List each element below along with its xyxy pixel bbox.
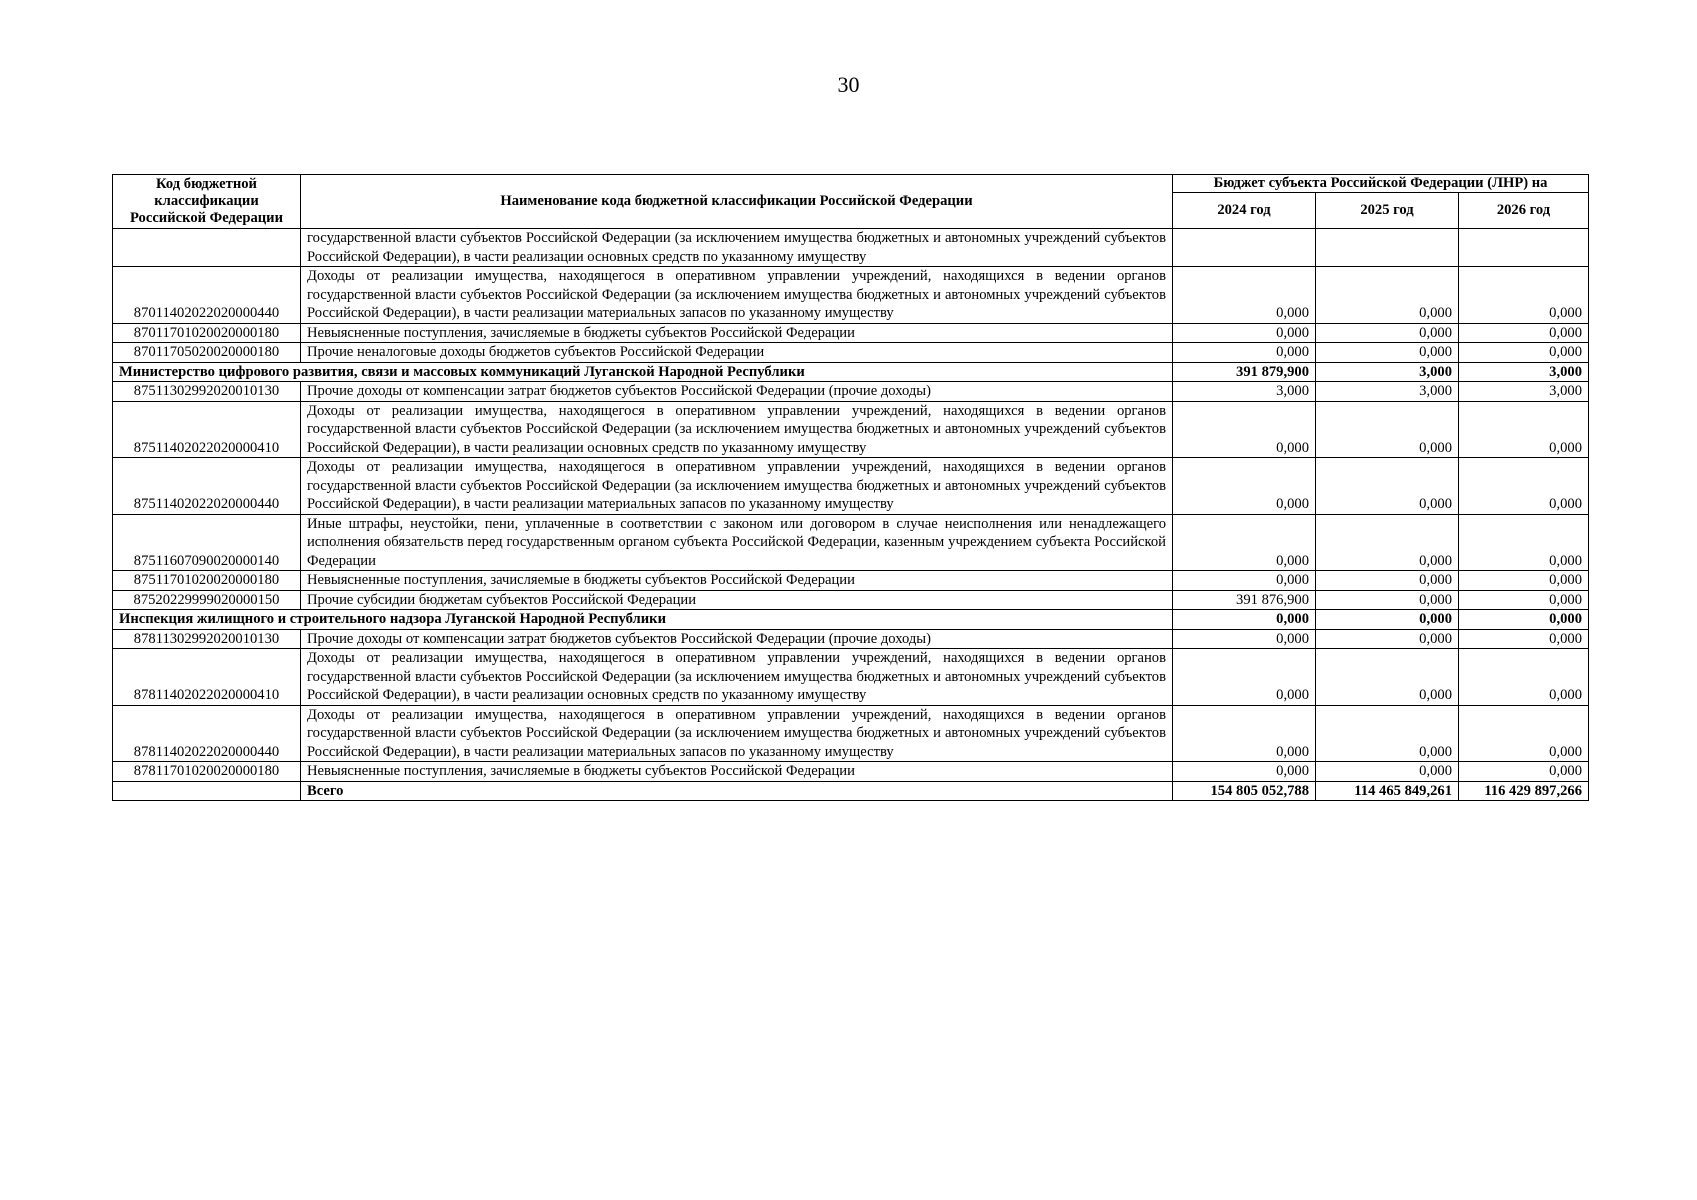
value-2025: 0,000	[1316, 762, 1459, 782]
header-name: Наименование кода бюджетной классификации Российской Федерации	[301, 175, 1173, 229]
value-2024: 0,000	[1173, 762, 1316, 782]
table-header	[113, 175, 1589, 229]
table-row	[113, 458, 1589, 515]
classification-name: Доходы от реализации имущества, находящегося в оперативном управлении учреждений, находящихся в ведении органов государственной власти субъектов Российской Федерации (за исключением имущества бюджетных и автономных учреждений субъектов Российской Федерации), в части реализации материальных запасов по указанному имуществу	[301, 267, 1173, 324]
table-row	[113, 382, 1589, 402]
classification-name: Доходы от реализации имущества, находящегося в оперативном управлении учреждений, находящихся в ведении органов государственной власти субъектов Российской Федерации (за исключением имущества бюджетных и автономных учреждений субъектов Российской Федерации), в части реализации основных средств по указанному имуществу	[301, 401, 1173, 458]
value-2026: 116 429 897,266	[1459, 781, 1589, 801]
header-year-2024: 2024 год	[1173, 193, 1316, 229]
budget-table	[112, 174, 1589, 801]
value-2024: 0,000	[1173, 610, 1316, 630]
table-row	[113, 343, 1589, 363]
classification-code	[113, 229, 301, 267]
classification-name: Прочие субсидии бюджетам субъектов Российской Федерации	[301, 590, 1173, 610]
value-2026: 0,000	[1459, 343, 1589, 363]
value-2025: 0,000	[1316, 590, 1459, 610]
value-2025: 3,000	[1316, 382, 1459, 402]
header-year-2025: 2025 год	[1316, 193, 1459, 229]
value-2026: 0,000	[1459, 762, 1589, 782]
value-2026: 0,000	[1459, 590, 1589, 610]
classification-name: Иные штрафы, неустойки, пени, уплаченные в соответствии с законом или договором в случае неисполнения или ненадлежащего исполнения обязательств перед государственным органом субъекта Российской Федерации, казенным учреждением субъекта Российской Федерации	[301, 514, 1173, 571]
header-year-2026: 2026 год	[1459, 193, 1589, 229]
classification-name: Невыясненные поступления, зачисляемые в бюджеты субъектов Российской Федерации	[301, 762, 1173, 782]
table-row	[113, 401, 1589, 458]
value-2025: 0,000	[1316, 343, 1459, 363]
value-2025: 0,000	[1316, 610, 1459, 630]
value-2024: 391 876,900	[1173, 590, 1316, 610]
value-2026: 0,000	[1459, 705, 1589, 762]
total-label: Всего	[301, 781, 1173, 801]
total-row	[113, 781, 1589, 801]
value-2024: 0,000	[1173, 629, 1316, 649]
table-row	[113, 649, 1589, 706]
value-2024: 391 879,900	[1173, 362, 1316, 382]
value-2024: 0,000	[1173, 267, 1316, 324]
classification-code: 87011705020020000180	[113, 343, 301, 363]
value-2024: 154 805 052,788	[1173, 781, 1316, 801]
value-2025: 0,000	[1316, 267, 1459, 324]
table-row	[113, 629, 1589, 649]
classification-code: 87511302992020010130	[113, 382, 301, 402]
value-2026: 0,000	[1459, 458, 1589, 515]
value-2026: 0,000	[1459, 267, 1589, 324]
value-2024: 0,000	[1173, 649, 1316, 706]
classification-name: Прочие доходы от компенсации затрат бюджетов субъектов Российской Федерации (прочие доходы)	[301, 382, 1173, 402]
section-title: Инспекция жилищного и строительного надзора Луганской Народной Республики	[113, 610, 1173, 630]
table-row	[113, 229, 1589, 267]
classification-code	[113, 781, 301, 801]
value-2024: 0,000	[1173, 705, 1316, 762]
classification-code: 87511607090020000140	[113, 514, 301, 571]
table-row	[113, 590, 1589, 610]
classification-name: Прочие доходы от компенсации затрат бюджетов субъектов Российской Федерации (прочие доходы)	[301, 629, 1173, 649]
classification-name: Невыясненные поступления, зачисляемые в бюджеты субъектов Российской Федерации	[301, 571, 1173, 591]
value-2025: 0,000	[1316, 401, 1459, 458]
classification-name: Доходы от реализации имущества, находящегося в оперативном управлении учреждений, находящихся в ведении органов государственной власти субъектов Российской Федерации (за исключением имущества бюджетных и автономных учреждений субъектов Российской Федерации), в части реализации материальных запасов по указанному имуществу	[301, 458, 1173, 515]
classification-code: 87811402022020000410	[113, 649, 301, 706]
value-2024: 0,000	[1173, 571, 1316, 591]
table-row	[113, 705, 1589, 762]
classification-name: Доходы от реализации имущества, находящегося в оперативном управлении учреждений, находящихся в ведении органов государственной власти субъектов Российской Федерации (за исключением имущества бюджетных и автономных учреждений субъектов Российской Федерации), в части реализации материальных запасов по указанному имуществу	[301, 705, 1173, 762]
classification-code: 87511402022020000440	[113, 458, 301, 515]
page-number: 30	[837, 72, 860, 97]
value-2026: 0,000	[1459, 649, 1589, 706]
section-title: Министерство цифрового развития, связи и массовых коммуникаций Луганской Народной Республики	[113, 362, 1173, 382]
value-2025: 3,000	[1316, 362, 1459, 382]
value-2025: 0,000	[1316, 458, 1459, 515]
value-2024: 0,000	[1173, 343, 1316, 363]
value-2024: 0,000	[1173, 401, 1316, 458]
value-2026: 0,000	[1459, 571, 1589, 591]
value-2026	[1459, 229, 1589, 267]
value-2024: 0,000	[1173, 323, 1316, 343]
value-2024: 3,000	[1173, 382, 1316, 402]
value-2025: 114 465 849,261	[1316, 781, 1459, 801]
classification-code: 87511402022020000410	[113, 401, 301, 458]
value-2026: 0,000	[1459, 401, 1589, 458]
value-2026: 3,000	[1459, 362, 1589, 382]
value-2024	[1173, 229, 1316, 267]
value-2025: 0,000	[1316, 571, 1459, 591]
section-row	[113, 610, 1589, 630]
value-2025: 0,000	[1316, 629, 1459, 649]
classification-code: 87011402022020000440	[113, 267, 301, 324]
value-2025: 0,000	[1316, 705, 1459, 762]
value-2025	[1316, 229, 1459, 267]
table-row	[113, 571, 1589, 591]
value-2026: 3,000	[1459, 382, 1589, 402]
value-2026: 0,000	[1459, 629, 1589, 649]
table-row	[113, 514, 1589, 571]
classification-name: государственной власти субъектов Российской Федерации (за исключением имущества бюджетных и автономных учреждений субъектов Российской Федерации), в части реализации основных средств по указанному имуществу	[301, 229, 1173, 267]
table-row	[113, 267, 1589, 324]
value-2026: 0,000	[1459, 514, 1589, 571]
table-row	[113, 762, 1589, 782]
value-2024: 0,000	[1173, 458, 1316, 515]
value-2025: 0,000	[1316, 323, 1459, 343]
classification-code: 87520229999020000150	[113, 590, 301, 610]
table-body	[113, 229, 1589, 801]
header-code: Код бюджетной классификации Российской Федерации	[113, 175, 301, 229]
classification-name: Прочие неналоговые доходы бюджетов субъектов Российской Федерации	[301, 343, 1173, 363]
classification-name: Невыясненные поступления, зачисляемые в бюджеты субъектов Российской Федерации	[301, 323, 1173, 343]
classification-code: 87011701020020000180	[113, 323, 301, 343]
section-row	[113, 362, 1589, 382]
value-2026: 0,000	[1459, 610, 1589, 630]
classification-code: 87811402022020000440	[113, 705, 301, 762]
header-budget: Бюджет субъекта Российской Федерации (ЛНР) на	[1173, 175, 1589, 193]
classification-name: Доходы от реализации имущества, находящегося в оперативном управлении учреждений, находящихся в ведении органов государственной власти субъектов Российской Федерации (за исключением имущества бюджетных и автономных учреждений субъектов Российской Федерации), в части реализации основных средств по указанному имуществу	[301, 649, 1173, 706]
classification-code: 87511701020020000180	[113, 571, 301, 591]
classification-code: 87811701020020000180	[113, 762, 301, 782]
value-2025: 0,000	[1316, 649, 1459, 706]
value-2024: 0,000	[1173, 514, 1316, 571]
value-2026: 0,000	[1459, 323, 1589, 343]
table-row	[113, 323, 1589, 343]
classification-code: 87811302992020010130	[113, 629, 301, 649]
value-2025: 0,000	[1316, 514, 1459, 571]
